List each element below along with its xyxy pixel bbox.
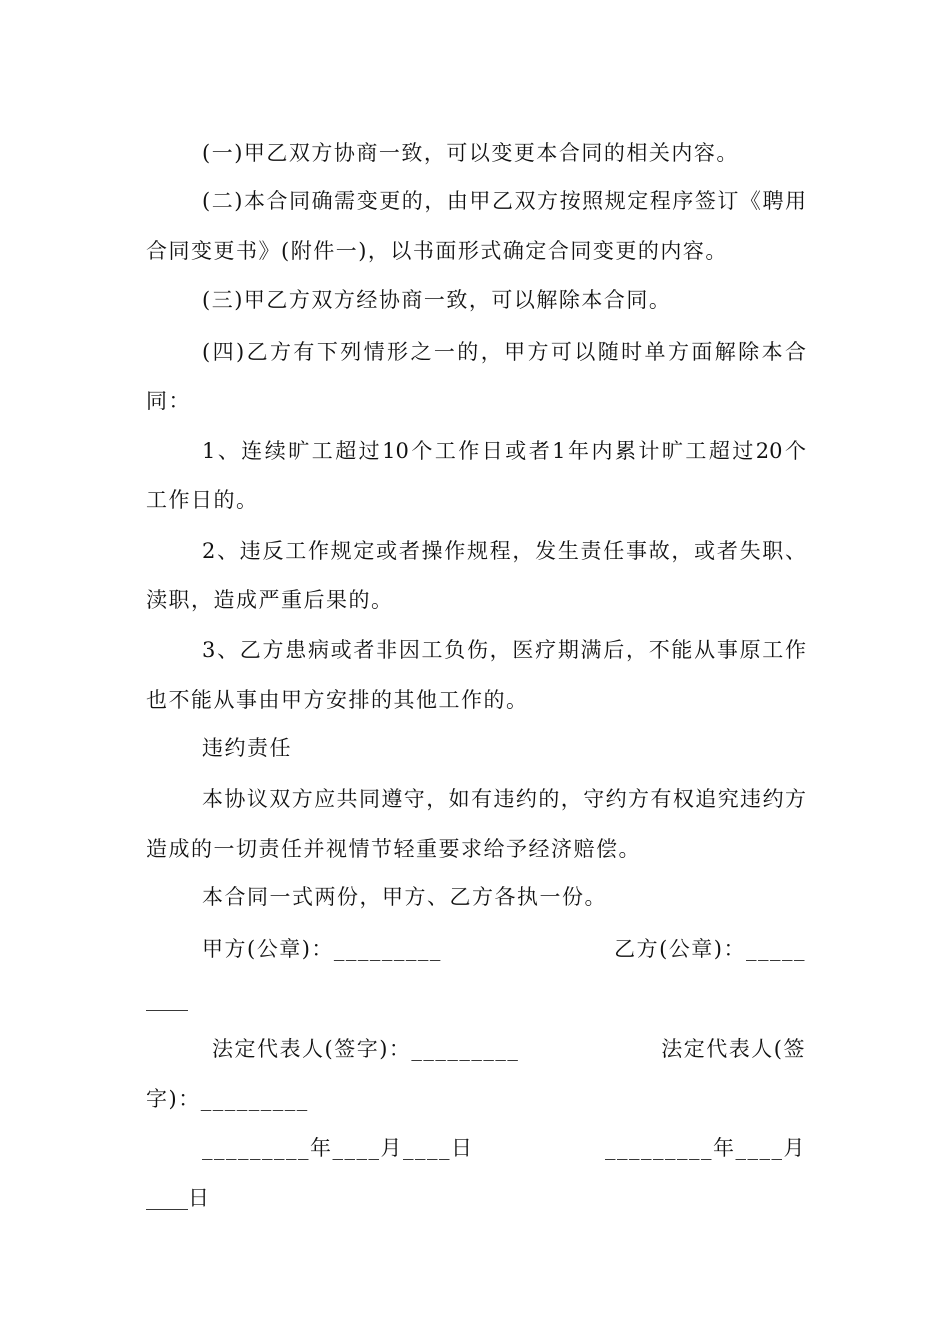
paragraph-2-line-1: (二)本合同确需变更的，由甲乙双方按照规定程序签订《聘用 — [202, 189, 806, 213]
seal-row — [146, 934, 806, 964]
party-a-representative-field: 法定代表人(签字)：_________ — [212, 1037, 520, 1061]
list-item-3-line-1: 3、乙方患病或者非因工负伤，医疗期满后，不能从事原工作 — [202, 638, 806, 662]
paragraph-6: 本合同一式两份，甲方、乙方各执一份。 — [202, 885, 607, 909]
paragraph-2-line-2: 合同变更书》(附件一)，以书面形式确定合同变更的内容。 — [146, 239, 728, 263]
party-a-date-field: _________年____月____日 — [202, 1136, 474, 1160]
section-heading: 违约责任 — [202, 736, 292, 760]
party-b-representative-continued: 字)：_________ — [146, 1087, 309, 1111]
paragraph-5-line-1: 本协议双方应共同遵守，如有违约的，守约方有权追究违约方 — [202, 787, 806, 811]
party-b-seal-field: 乙方(公章)：_____ — [614, 937, 806, 961]
list-item-1-line-2: 工作日的。 — [146, 488, 259, 512]
paragraph-3: (三)甲乙方双方经协商一致，可以解除本合同。 — [202, 288, 672, 312]
paragraph-5-line-2: 造成的一切责任并视情节轻重要求给予经济赔偿。 — [146, 837, 641, 861]
paragraph-4-line-2: 同： — [146, 389, 191, 413]
paragraph-1: (一)甲乙双方协商一致，可以变更本合同的相关内容。 — [202, 141, 739, 165]
party-a-seal-field: 甲方(公章)：_________ — [202, 937, 442, 961]
paragraph-4-line-1: (四)乙方有下列情形之一的，甲方可以随时单方面解除本合 — [202, 340, 806, 364]
party-b-representative-field: 法定代表人(签 — [661, 1037, 806, 1061]
list-item-2-line-1: 2、违反工作规定或者操作规程，发生责任事故，或者失职、 — [202, 539, 806, 563]
list-item-3-line-2: 也不能从事由甲方安排的其他工作的。 — [146, 688, 529, 712]
representative-row — [146, 1034, 806, 1064]
party-b-seal-blank-continued: ____ — [146, 987, 188, 1011]
party-b-date-field: _________年____月 — [605, 1136, 806, 1160]
party-b-date-continued: ____日 — [146, 1186, 209, 1210]
date-row — [146, 1133, 806, 1163]
list-item-1-line-1: 1、连续旷工超过10个工作日或者1年内累计旷工超过20个 — [202, 439, 806, 463]
list-item-2-line-2: 渎职，造成严重后果的。 — [146, 588, 394, 612]
